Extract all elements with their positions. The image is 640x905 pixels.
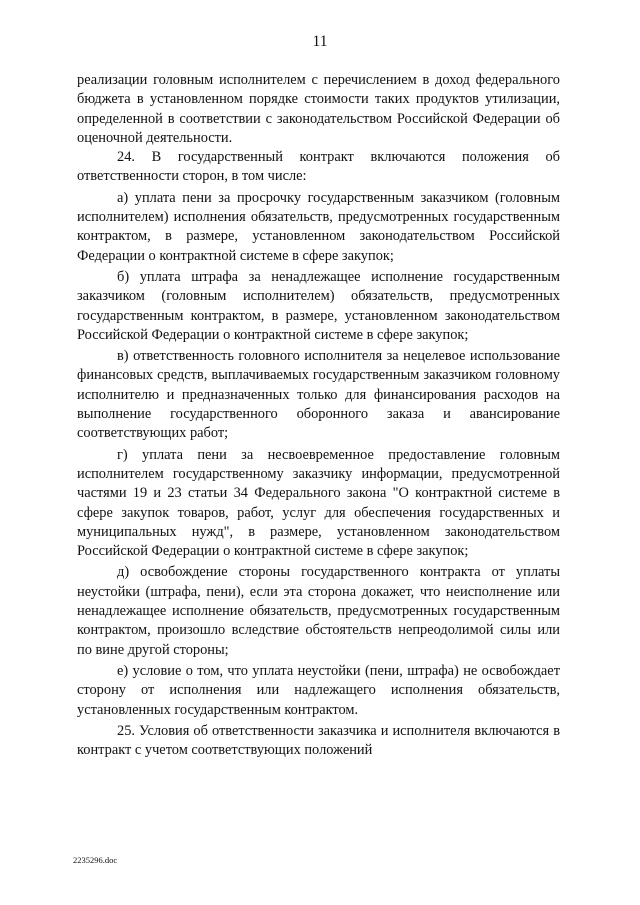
paragraph-item-g: г) уплата пени за несвоевременное предоставление головным исполнителем государственному заказчику информации, предусмотренной частями 19 и 23 статьи 34 Федерального закона "О контрактной системе в сфере закупок товаров, работ, услуг для обеспечения государственных и муниципальных нужд", в размере, установленном законодательством Российской Федерации о контрактной системе в сфере закупок; bbox=[77, 446, 560, 560]
paragraph-clause-24: 24. В государственный контракт включаются положения об ответственности сторон, в том числе: bbox=[77, 149, 560, 185]
paragraph-item-v: в) ответственность головного исполнителя за нецелевое использование финансовых средств, выплачиваемых государственным заказчиком головному исполнителю и предназначенных только для финансирования расходов на выполнение государственного оборонного заказа и авансирование соответствующих работ; bbox=[77, 348, 560, 442]
paragraph-item-d: д) освобождение стороны государственного контракта от уплаты неустойки (штрафа, пени), если эта сторона докажет, что неисполнение или ненадлежащее исполнение обязательств, предусмотренных государственным контрактом, произошло вследствие обстоятельств непреодолимой силы или по вине другой стороны; bbox=[77, 564, 560, 658]
page-number: 11 bbox=[312, 33, 328, 50]
footer-filename: 2235296.doc bbox=[73, 855, 118, 865]
paragraph-continuation: реализации головным исполнителем с перечислением в доход федерального бюджета в установленном порядке стоимости таких продуктов утилизации, определенной в соответствии с законодательством Российской Федерации об оценочной деятельности. bbox=[77, 72, 560, 146]
paragraph-item-e: е) условие о том, что уплата неустойки (пени, штрафа) не освобождает сторону от исполнения или надлежащего исполнения обязательств, установленных государственным контрактом. bbox=[77, 662, 560, 718]
document-body bbox=[77, 71, 560, 760]
paragraph-clause-25: 25. Условия об ответственности заказчика и исполнителя включаются в контракт с учетом соответствующих положений bbox=[77, 722, 560, 759]
paragraph-item-b: б) уплата штрафа за ненадлежащее исполнение государственным заказчиком (головным исполнителем) обязательств, предусмотренных государственным контрактом, в размере, установленном законодательством Российской Федерации о контрактной системе в сфере закупок; bbox=[77, 268, 560, 343]
paragraph-item-a: а) уплата пени за просрочку государственным заказчиком (головным исполнителем) исполнения обязательств, предусмотренных государственным контрактом, в размере, установленном законодательством Российской Федерации о контрактной системе в сфере закупок; bbox=[77, 189, 560, 264]
